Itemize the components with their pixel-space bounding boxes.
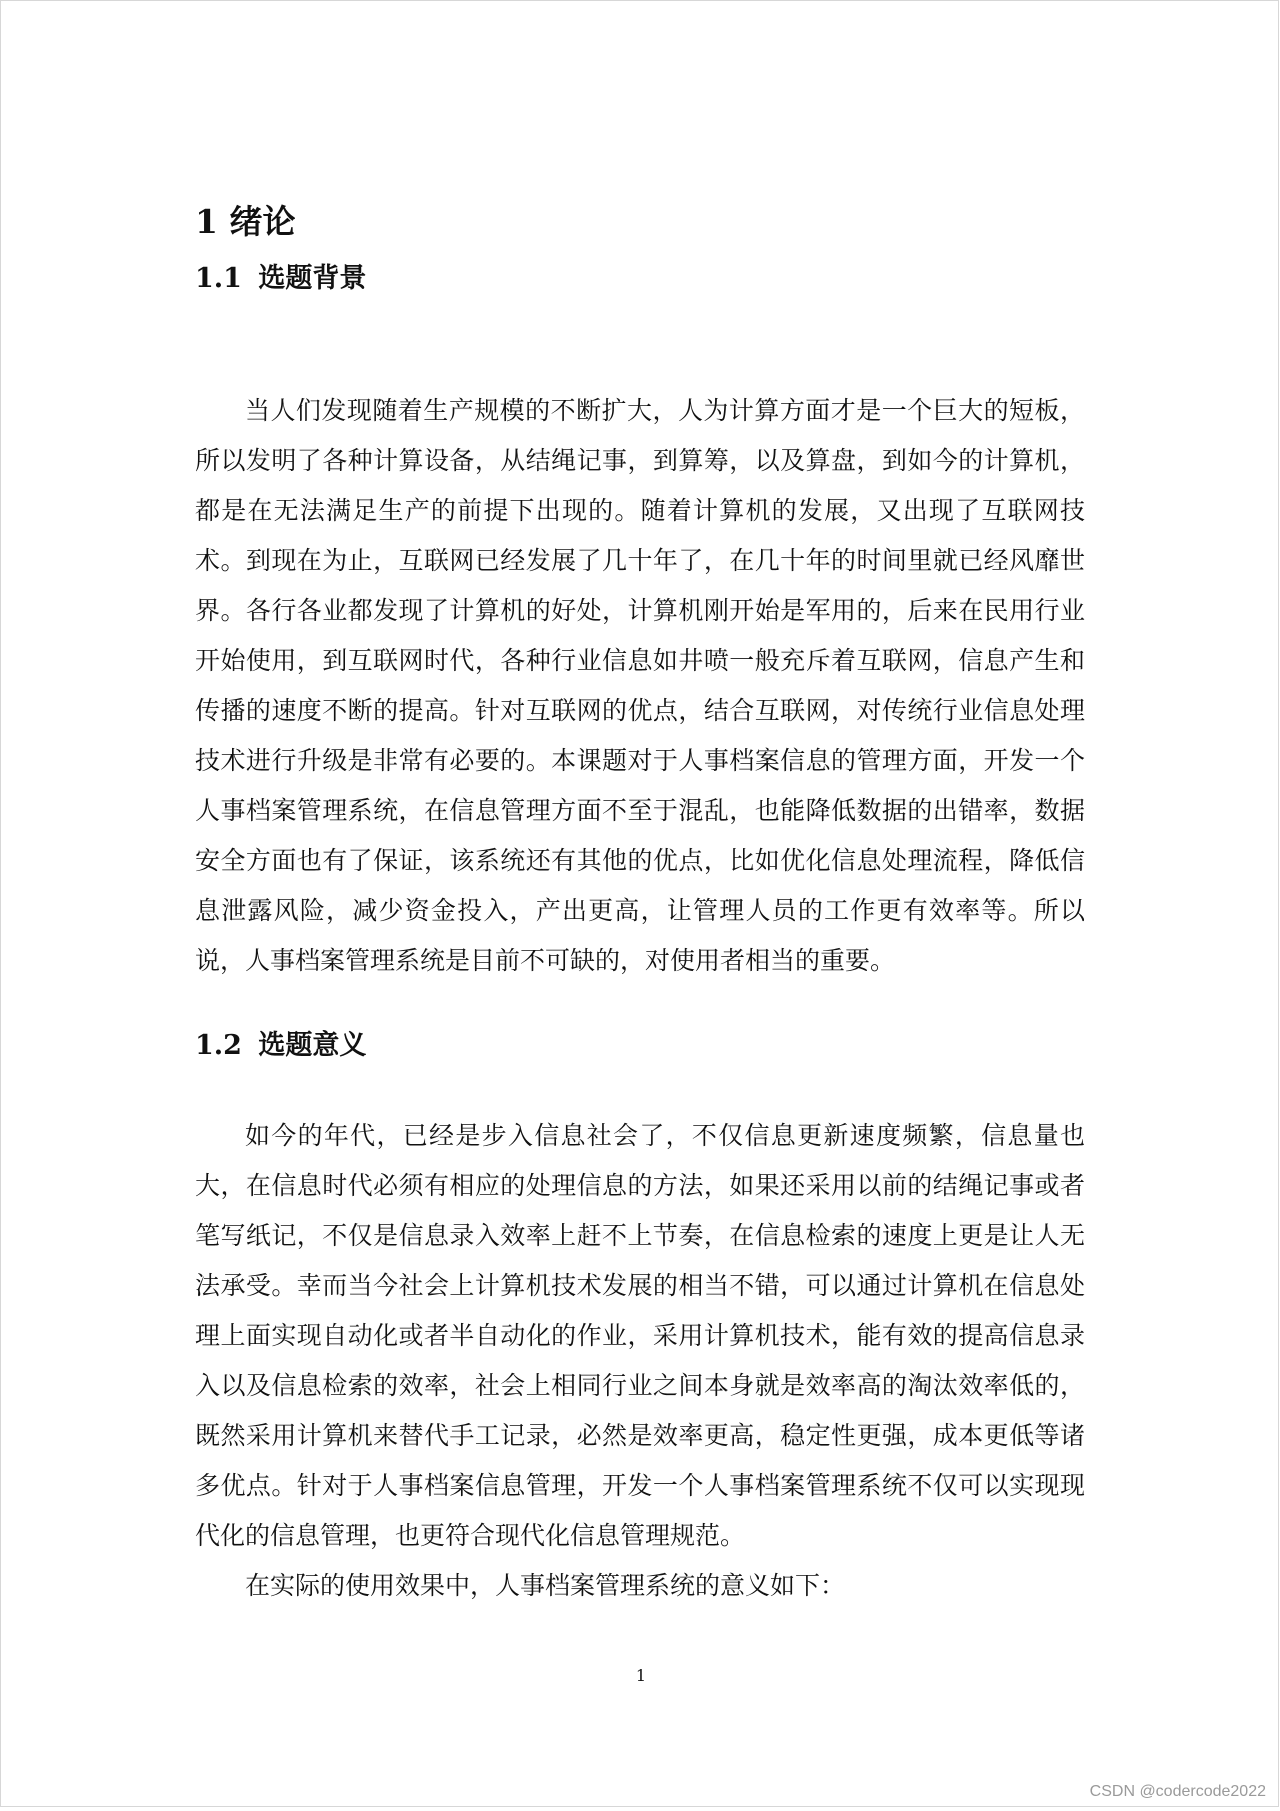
significance-paragraph: 如今的年代，已经是步入信息社会了，不仅信息更新速度频繁，信息量也大，在信息时代必须有相应的处理信息的方法，如果还采用以前的结绳记事或者笔写纸记，不仅是信息录入效率上赶不上节奏，在信息检索的速度上更是让人无法承受。幸而当今社会上计算机技术发展的相当不错，可以通过计算机在信息处理上面实现自动化或者半自动化的作业，采用计算机技术，能有效的提高信息录入以及信息检索的效率，社会上相同行业之间本身就是效率高的淘汰效率低的，既然采用计算机来替代手工记录，必然是效率更高，稳定性更强，成本更低等诸多优点。针对于人事档案信息管理，开发一个人事档案管理系统不仅可以实现现代化的信息管理，也更符合现代化信息管理规范。: [195, 1121, 1085, 1550]
section-heading-significance: [195, 1026, 366, 1066]
section-title: 选题背景: [258, 263, 367, 294]
section-number: 1.2: [195, 1030, 242, 1061]
significance-intro-line: 在实际的使用效果中，人事档案管理系统的意义如下：: [245, 1571, 846, 1600]
section-heading-background: [195, 259, 366, 299]
chapter-heading: [195, 197, 295, 247]
csdn-watermark: CSDN @codercode2022: [1089, 1783, 1266, 1800]
background-paragraph: 当人们发现随着生产规模的不断扩大，人为计算方面才是一个巨大的短板，所以发明了各种计算设备，从结绳记事，到算筹，以及算盘，到如今的计算机，都是在无法满足生产的前提下出现的。随着计算机的发展，又出现了互联网技术。到现在为止，互联网已经发展了几十年了，在几十年的时间里就已经风靡世界。各行各业都发现了计算机的好处，计算机刚开始是军用的，后来在民用行业开始使用，到互联网时代，各种行业信息如井喷一般充斥着互联网，信息产生和传播的速度不断的提高。针对互联网的优点，结合互联网，对传统行业信息处理技术进行升级是非常有必要的。本课题对于人事档案信息的管理方面，开发一个人事档案管理系统，在信息管理方面不至于混乱，也能降低数据的出错率，数据安全方面也有了保证，该系统还有其他的优点，比如优化信息处理流程，降低信息泄露风险，减少资金投入，产出更高，让管理人员的工作更有效率等。所以说，人事档案管理系统是目前不可缺的，对使用者相当的重要。: [195, 396, 1085, 975]
section-number: 1.1: [195, 263, 242, 294]
page-number: 1: [635, 1666, 647, 1685]
section-title: 选题意义: [258, 1030, 367, 1061]
chapter-number: 1: [195, 202, 218, 241]
chapter-title: 绪论: [229, 202, 296, 241]
